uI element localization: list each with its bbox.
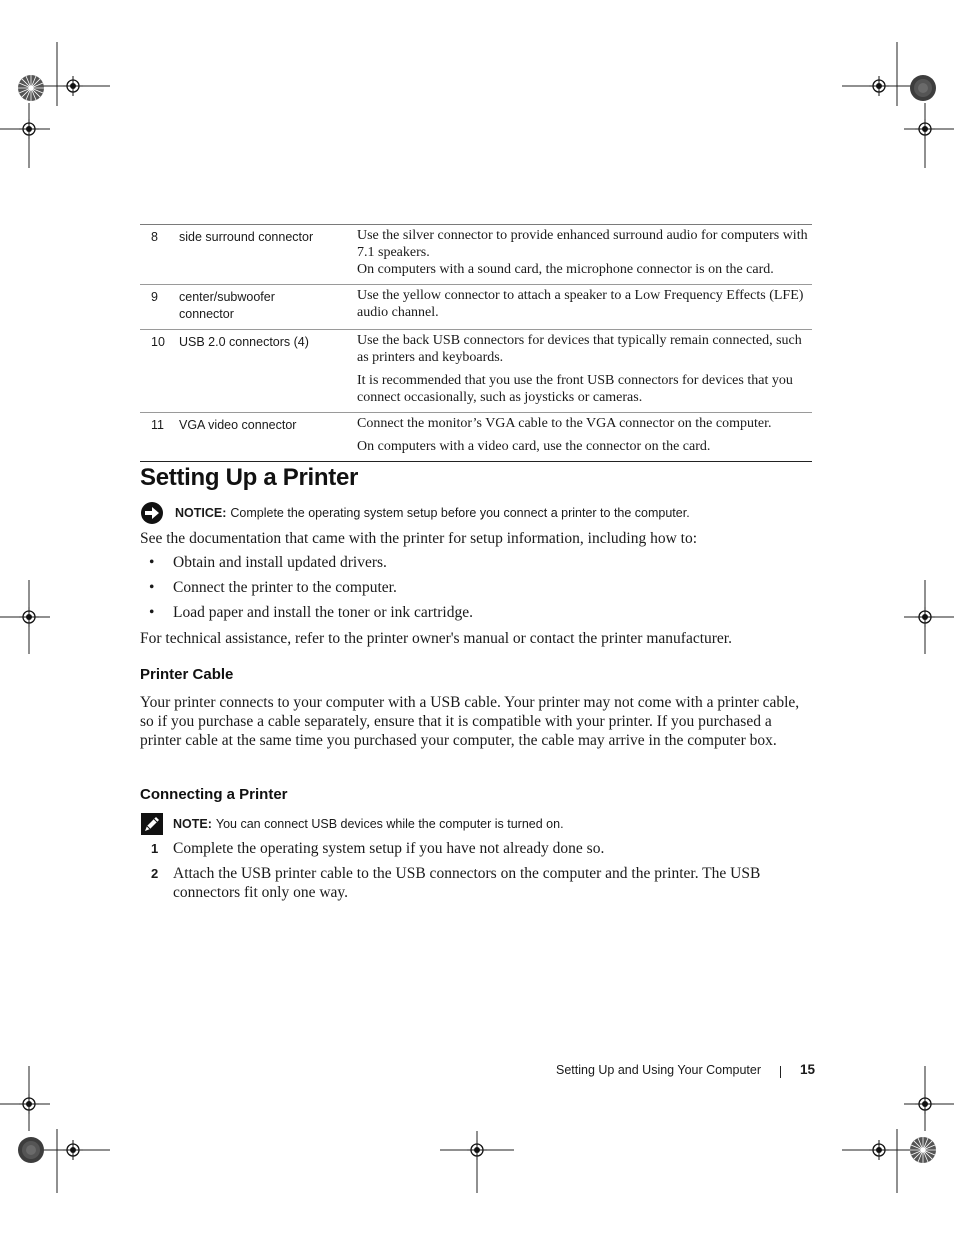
- color-target-sunburst-icon: [909, 74, 937, 102]
- connector-name: USB 2.0 connectors (4): [162, 330, 337, 413]
- description-paragraph: Connect the monitor’s VGA cable to the VGA connector on the computer.: [357, 416, 772, 431]
- note-text: [173, 817, 564, 831]
- description-paragraph: On computers with a video card, use the connector on the card.: [357, 439, 711, 454]
- connector-name: VGA video connector: [162, 413, 337, 462]
- registration-crosshair-icon: [915, 1094, 935, 1114]
- connector-description: [337, 225, 812, 285]
- page-number: 15: [799, 1062, 815, 1077]
- note-label: NOTE:: [173, 817, 212, 831]
- description-paragraph: Use the yellow connector to attach a speaker to a Low Frequency Effects (LFE) audio channel.: [357, 288, 804, 320]
- notice-arrow-icon: [140, 501, 164, 525]
- note-body: You can connect USB devices while the computer is turned on.: [215, 817, 564, 831]
- connector-number: 8: [151, 230, 158, 244]
- connecting-printer-heading: Connecting a Printer: [140, 786, 288, 803]
- connector-table: [140, 224, 812, 462]
- description-paragraph: Use the silver connector to provide enhanced surround audio for computers with 7.1 speakers.: [357, 228, 808, 260]
- setup-bullet-list: [140, 553, 473, 628]
- printer-cable-heading: Printer Cable: [140, 666, 234, 683]
- connector-number: 11: [140, 413, 162, 462]
- registration-crosshair-icon: [869, 76, 889, 96]
- registration-crosshair-icon: [915, 119, 935, 139]
- color-target-sunburst-icon: [909, 1136, 937, 1164]
- table-row: [140, 330, 812, 413]
- connector-number: 9: [140, 285, 162, 330]
- connecting-steps: [140, 839, 800, 908]
- step-text: Attach the USB printer cable to the USB connectors on the computer and the printer. The USB connectors fit only one way.: [173, 865, 761, 901]
- list-item: [140, 864, 800, 902]
- registration-crosshair-icon: [467, 1140, 487, 1160]
- connector-name: side surround connector: [179, 230, 314, 244]
- registration-crosshair-icon: [63, 1140, 83, 1160]
- color-target-sunburst-icon: [17, 1136, 45, 1164]
- intro-paragraph: See the documentation that came with the printer for setup information, including how to:: [140, 530, 698, 547]
- description-paragraph: It is recommended that you use the front USB connectors for devices that you connect occasionally, such as joysticks or cameras.: [357, 373, 793, 405]
- description-paragraph: Use the back USB connectors for devices that typically remain connected, such as printers and keyboards.: [357, 333, 802, 365]
- assistance-paragraph: For technical assistance, refer to the printer owner's manual or contact the printer manufacturer.: [140, 630, 732, 647]
- notice-callout: [140, 501, 690, 525]
- connector-description: [337, 285, 812, 330]
- notice-label: NOTICE:: [175, 506, 227, 520]
- step-number: 2: [151, 866, 159, 881]
- connector-description: [337, 413, 812, 462]
- note-pencil-icon: [140, 812, 164, 836]
- description-paragraph: On computers with a sound card, the microphone connector is on the card.: [357, 262, 774, 277]
- footer-chapter-title: Setting Up and Using Your Computer: [556, 1063, 761, 1077]
- color-target-sunburst-icon: [17, 74, 45, 102]
- registration-crosshair-icon: [19, 1094, 39, 1114]
- table-row: [140, 225, 812, 285]
- list-item: • Connect the printer to the computer.: [140, 578, 473, 603]
- registration-crosshair-icon: [869, 1140, 889, 1160]
- connector-name: center/subwoofer connector: [162, 285, 337, 330]
- footer-divider: [780, 1066, 781, 1078]
- step-text: Complete the operating system setup if you have not already done so.: [173, 840, 605, 857]
- notice-text: [175, 506, 690, 520]
- registration-crosshair-icon: [19, 607, 39, 627]
- table-row: [140, 413, 812, 462]
- section-title: Setting Up a Printer: [140, 464, 359, 491]
- page-footer: [540, 1062, 815, 1082]
- registration-crosshair-icon: [19, 119, 39, 139]
- connector-number: 10: [140, 330, 162, 413]
- printer-cable-paragraph: Your printer connects to your computer with a USB cable. Your printer may not come with a printer cable, so if you purchase a cable separately, ensure that it is compatible with your printer. If you purchased a printer cable at the same time you purchased your computer, the cable may arrive in the computer box.: [140, 694, 800, 749]
- note-callout: [140, 812, 564, 836]
- list-item: • Load paper and install the toner or ink cartridge.: [140, 603, 473, 628]
- notice-body: Complete the operating system setup before you connect a printer to the computer.: [230, 506, 690, 520]
- list-item: [140, 839, 800, 858]
- registration-crosshair-icon: [63, 76, 83, 96]
- registration-crosshair-icon: [915, 607, 935, 627]
- connector-description: [337, 330, 812, 413]
- table-row: [140, 285, 812, 330]
- list-item: • Obtain and install updated drivers.: [140, 553, 473, 578]
- step-number: 1: [151, 841, 159, 856]
